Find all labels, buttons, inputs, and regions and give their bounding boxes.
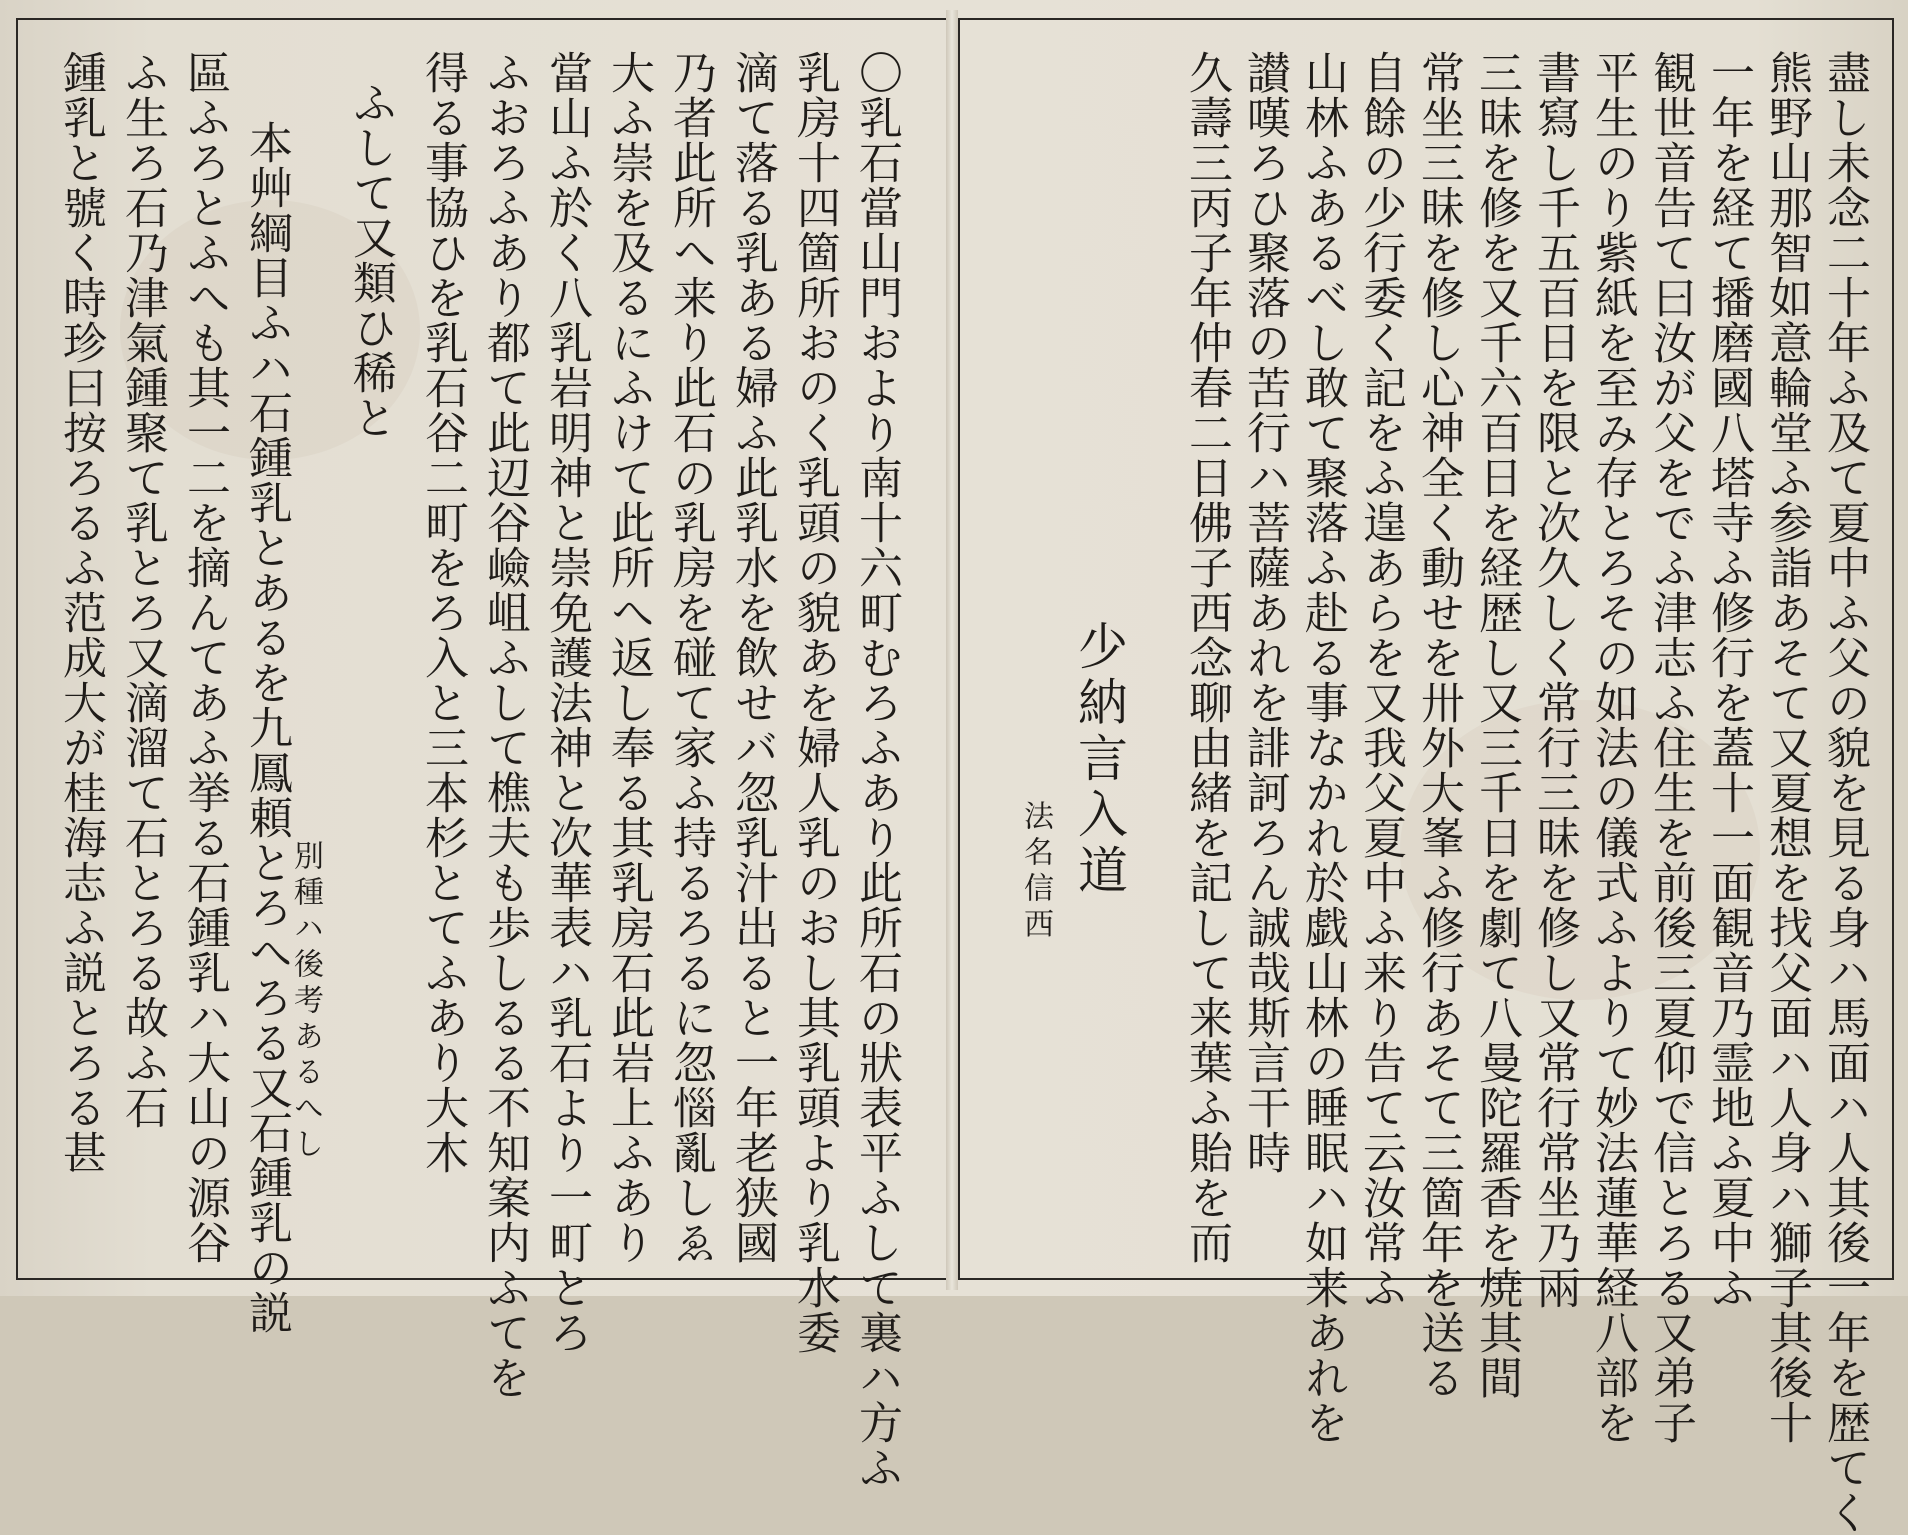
text-column: 一年を経て播磨國八塔寺ふ修行を蓋十一面観音乃霊地ふ夏中ふ <box>1703 50 1754 1310</box>
text-column: ふおろふあり都て此辺谷嶮岨ふして樵夫も歩しるる不知案内ふてを <box>479 50 530 1400</box>
text-column: 本艸綱目ふハ石鍾乳とあるを九鳳頼とろへろる又石鍾乳の説 <box>241 120 292 1335</box>
text-column: ふして又類ひ稀と <box>345 80 396 440</box>
text-column: 區ふろとふへも其一二を摘んてあふ挙る石鍾乳ハ大山の源谷 <box>179 50 230 1265</box>
text-column: 乳房十四箇所おのく乳頭の貌あを婦人乳のおし其乳頭より乳水委 <box>789 50 840 1355</box>
text-column: 滴て落る乳ある婦ふ此乳水を飲せバ忽乳汁出ると一年老狭國 <box>727 50 778 1265</box>
text-column: 得る事協ひを乳石谷二町をろ入と三本杉とてふあり大木 <box>417 50 468 1175</box>
text-column: 久壽三丙子年仲春二日佛子西念聊由緒を記して来葉ふ貽を而 <box>1181 50 1232 1265</box>
text-column: 常坐三昧を修し心神全く動せを卅外大峯ふ修行あそて三箇年を送る <box>1413 50 1464 1400</box>
text-column: 盡し未念二十年ふ及て夏中ふ父の貌を見る身ハ馬面ハ人其後一年を歴てく <box>1819 50 1870 1535</box>
text-column: 自餘の少行委く記をふ遑あらを又我父夏中ふ来り告て云汝常ふ <box>1355 50 1406 1310</box>
left-page <box>16 18 946 1490</box>
text-column: 平生のり紫紙を至み存とろその如法の儀式ふよりて妙法蓮華経八部を <box>1587 50 1638 1445</box>
author-signature: 少納言入道 <box>1070 620 1128 900</box>
text-column: 熊野山那智如意輪堂ふ参詣あそて又夏想を找父面ハ人身ハ獅子其後十 <box>1761 50 1812 1445</box>
text-column: 観世音告て曰汝が父をでふ津志ふ住生を前後三夏仰で信とろる又弟子 <box>1645 50 1696 1445</box>
text-column: ふ生ろ石乃津氣鍾聚て乳とろ又滴溜て石とろる故ふ石 <box>117 50 168 1130</box>
text-column: 〇乳石當山門おより南十六町むろふあり此所石の狀表平ふして裏ハ方ふ <box>851 50 902 1490</box>
book-gutter <box>946 10 958 1290</box>
right-page <box>958 18 1894 1535</box>
text-column: 山林ふあるべし敢て聚落ふ赴る事なかれ於戯山林の睡眠ハ如来あれを <box>1297 50 1348 1445</box>
text-column: 當山ふ於く八乳岩明神と崇免護法神と次華表ハ乳石より一町とろ <box>541 50 592 1355</box>
text-column: 書寫し千五百日を限と次久しく常行三昧を修し又常行常坐乃兩 <box>1529 50 1580 1310</box>
text-column: 鍾乳と號く時珍曰按ろるふ范成大が桂海志ふ説とろる甚 <box>55 50 106 1175</box>
text-column: 三昧を修を又千六百日を経歴し又三千日を劇て八曼陀羅香を焼其間 <box>1471 50 1522 1400</box>
annotation-note: 別種ハ後考あるへし <box>288 840 323 1164</box>
dharma-name: 法名信西 <box>1018 800 1053 944</box>
text-column: 乃者此所へ来り此石の乳房を碰て家ふ持るろるに忽惱亂しゑ <box>665 50 716 1265</box>
text-column: 大ふ崇を及るにふけて此所へ返し奉る其乳房石此岩上ふあり <box>603 50 654 1265</box>
text-column: 讃嘆ろひ聚落の苦行ハ菩薩あれを誹訶ろん誠哉斯言干時 <box>1239 50 1290 1175</box>
